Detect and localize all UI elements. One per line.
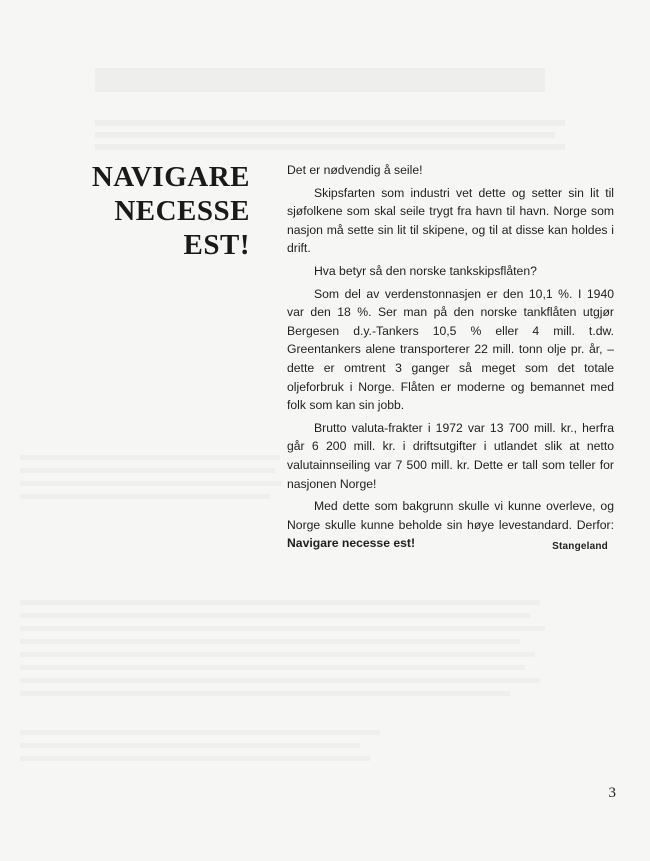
paragraph-4: Som del av verdenstonnasjen er den 10,1 %. I 1940 var den 18 %. Ser man på den norske tankflåten utgjør Bergesen d.y.-Tankers 10,5 % eller 4 mill. t.dw. Greentankers alene transporterer 22 mill. tonn olje pr. år, – dette er omtrent 3 ganger så meget som det totale oljeforbruk i Norge. Flåten er moderne og bemannet med folk som kan sin jobb.: [287, 286, 614, 413]
article-body: [287, 161, 614, 557]
author-signature: Stangeland: [552, 541, 608, 552]
headline-line-1: NAVIGARE: [91, 161, 250, 193]
headline-line-2: NECESSE: [114, 195, 250, 227]
paragraph-6-text: Med dette som bakgrunn skulle vi kunne overleve, og Norge skulle kunne beholde sin høye levestandard.: [287, 499, 614, 532]
headline: [60, 160, 250, 262]
paragraph-2: Skipsfarten som industri vet dette og setter sin lit til sjøfolkene som skal seile trygt fra havn til havn. Norge som nasjon må sette sin lit til skipene, og til at disse kan holdes i drift.: [287, 185, 614, 256]
page-number: 3: [608, 785, 616, 801]
paragraph-1: Det er nødvendig å seile!: [287, 163, 423, 177]
paragraph-3: Hva betyr så den norske tankskipsflåten?: [314, 263, 537, 278]
closing-motto: Navigare necesse est!: [287, 536, 416, 551]
headline-line-3: EST!: [183, 229, 250, 261]
paragraph-6-tail-prefix: Derfor:: [576, 517, 614, 532]
paragraph-5: Brutto valuta-frakter i 1972 var 13 700 mill. kr., herfra går 6 200 mill. kr. i driftsutgifter i utlandet slik at netto valutainnseiling var 7 500 mill. kr. Dette er tall som teller for nasjonen Norge!: [287, 420, 614, 491]
